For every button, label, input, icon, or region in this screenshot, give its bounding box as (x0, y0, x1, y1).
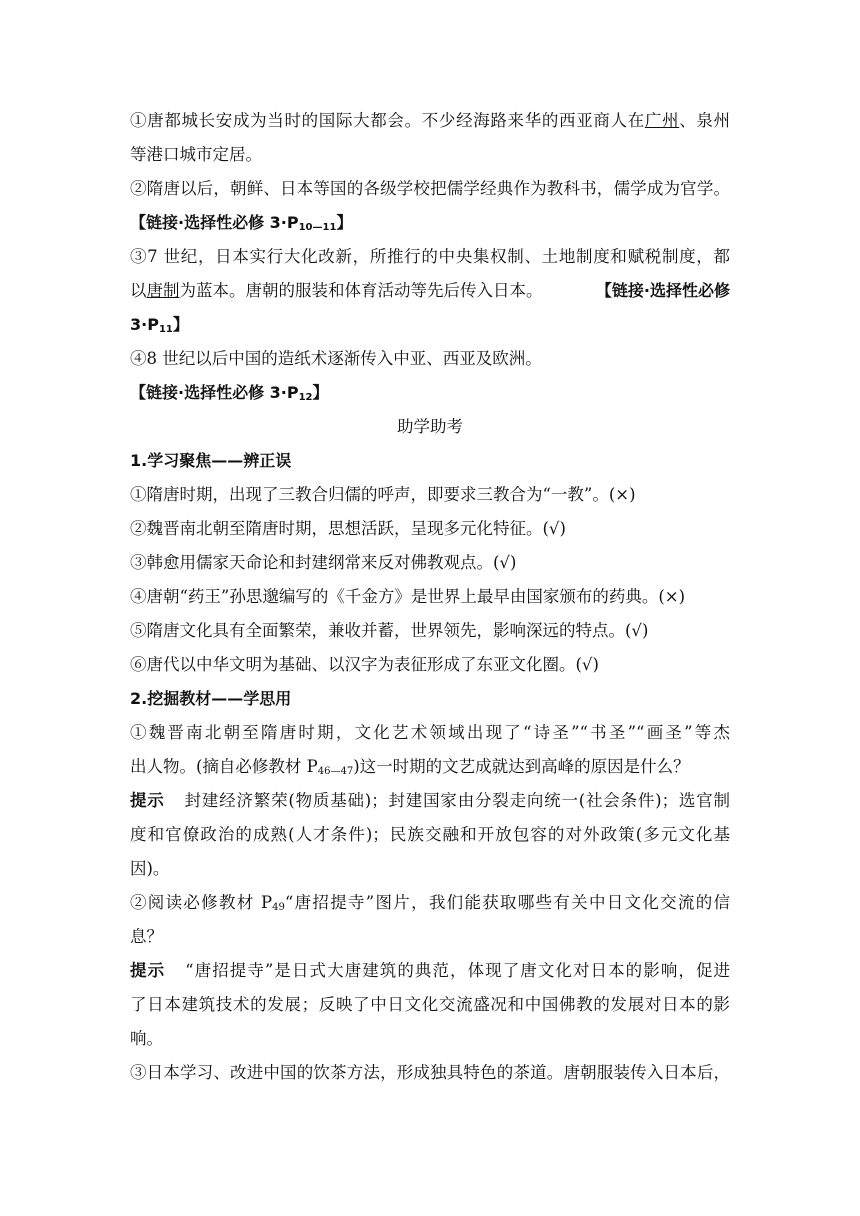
page-subscript: 49 (272, 902, 285, 913)
true-false-item: ⑤隋唐文化具有全面繁荣，兼收并蓄，世界领先，影响深远的特点。(√) (130, 621, 649, 640)
subsection-heading: 1.学习聚焦——辨正误 (130, 451, 292, 470)
text-span: 为蓝本。唐朝的服装和体育活动等先后传入日本。 (179, 281, 543, 300)
question-line (130, 750, 730, 784)
link-text: 【链接·选择性必修 3·P (130, 213, 299, 232)
link-text: 【链接·选择性必修 3·P (130, 383, 299, 402)
hint-line (130, 784, 730, 818)
link-text: 】 (172, 315, 189, 334)
hint-line: 度和官僚政治的成熟(人才条件)；民族交融和开放包容的对外政策(多元文化基 (130, 825, 730, 844)
text-span: ②阅读必修教材 P (130, 893, 273, 912)
link-reference: 【链接·选择性必修 (595, 281, 730, 300)
paragraph-line: ③日本学习、改进中国的饮茶方法，形成独具特色的茶道。唐朝服装传入日本后， (130, 1063, 730, 1082)
paragraph-line (130, 274, 730, 308)
text-span: 出人物。(摘自必修教材 P (130, 757, 318, 776)
subsection-heading: 2.挖掘教材——学思用 (130, 689, 292, 708)
true-false-item: ①隋唐时期，出现了三教合归儒的呼声，即要求三教合为“一教”。(×) (130, 485, 636, 504)
hint-line: 响。 (130, 1029, 163, 1048)
question-line (130, 886, 730, 920)
true-false-item: ④唐朝“药王”孙思邈编写的《千金方》是世界上最早由国家颁布的药典。(×) (130, 587, 686, 606)
link-reference (130, 206, 730, 240)
hint-line (130, 954, 730, 988)
page-subscript: 11 (158, 324, 173, 335)
true-false-item: ⑥唐代以中华文明为基础、以汉字为表征形成了东亚文化圈。(√) (130, 655, 599, 674)
document-body (130, 104, 730, 1090)
page-subscript: 12 (298, 392, 313, 403)
link-text: 】 (336, 213, 353, 232)
hint-line: 因)。 (130, 859, 170, 878)
paragraph-line: ②隋唐以后，朝鲜、日本等国的各级学校把儒学经典作为教科书，儒学成为官学。 (130, 179, 730, 198)
question-line: ①魏晋南北朝至隋唐时期，文化艺术领域出现了“诗圣”“书圣”“画圣”等杰 (130, 723, 730, 742)
underlined-term: 唐制 (146, 281, 180, 300)
question-line: 息？ (130, 927, 163, 946)
hint-label: 提示 (130, 961, 166, 980)
link-reference (130, 376, 730, 410)
true-false-item: ②魏晋南北朝至隋唐时期，思想活跃，呈现多元化特征。(√) (130, 519, 566, 538)
section-title: 助学助考 (397, 417, 463, 436)
paragraph-line: ③7 世纪，日本实行大化改新，所推行的中央集权制、土地制度和赋税制度，都 (130, 247, 730, 266)
paragraph-line: ④8 世纪以后中国的造纸术逐渐传入中亚、西亚及欧洲。 (130, 349, 542, 368)
text-span: “唐招提寺”图片，我们能获取哪些有关中日文化交流的信 (284, 893, 730, 912)
true-false-item: ③韩愈用儒家天命论和封建纲常来反对佛教观点。(√) (130, 553, 517, 572)
link-text: 3·P (130, 315, 159, 334)
text-span: 以 (130, 281, 147, 300)
underlined-term: 广州 (644, 111, 680, 130)
text-span: “唐招提寺”是日式大唐建筑的典范，体现了唐文化对日本的影响，促进 (185, 961, 730, 980)
paragraph-line (130, 104, 730, 138)
paragraph-line: 等港口城市定居。 (130, 145, 262, 164)
link-text: 】 (312, 383, 329, 402)
text-span: )这一时期的文艺成就达到高峰的原因是什么？ (353, 757, 690, 776)
page-subscript: 46—47 (317, 766, 354, 777)
hint-line: 了日本建筑技术的发展；反映了中日文化交流盛况和中国佛教的发展对日本的影 (130, 995, 730, 1014)
text-span: 封建经济繁荣(物质基础)；封建国家由分裂走向统一(社会条件)；选官制 (184, 791, 730, 810)
hint-label: 提示 (130, 791, 165, 810)
link-reference (130, 308, 730, 342)
text-span: 、泉州 (679, 111, 730, 130)
page-subscript: 10—11 (298, 222, 337, 233)
text-span: ①唐都城长安成为当时的国际大都会。不少经海路来华的西亚商人在 (130, 111, 645, 130)
